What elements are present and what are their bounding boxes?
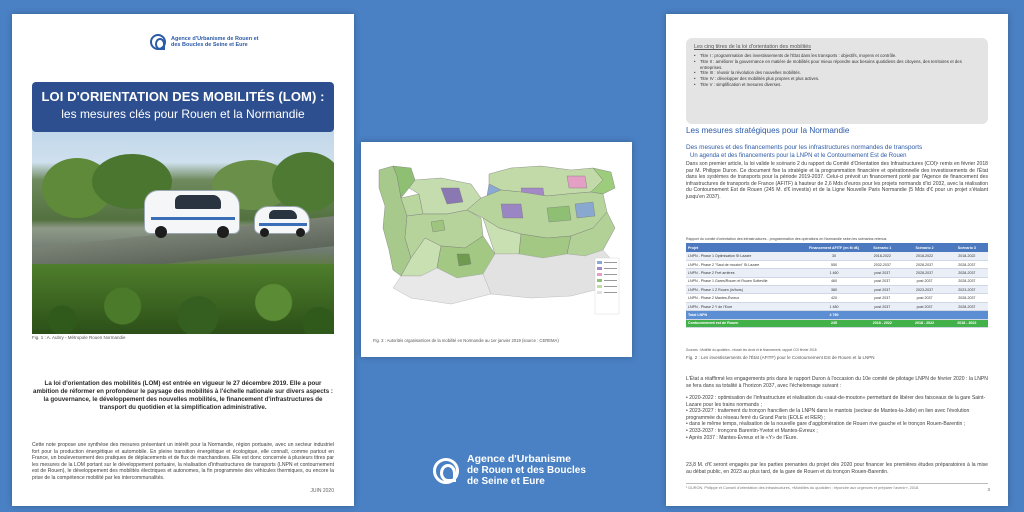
table-cell: post 2037: [861, 269, 903, 277]
agency-logo-text: Agence d'Urbanisme de Rouen et des Boucles de Seine et Eure: [171, 35, 259, 48]
table-header-cell: Financement AFITF (en M d€): [807, 243, 861, 252]
map-legend: [595, 258, 619, 314]
table-cell: 550: [807, 260, 861, 268]
table-cell: 245: [807, 319, 861, 327]
paragraph-lnpn-commitment: L'État a réaffirmé les engagements pris dans le rapport Duron à l'occasion du 10e comité de pilotage LNPN de février 2020 : la LNPN se fera dans sa totalité à l'horizon 2037, avec l'échelonnage suivant :: [686, 376, 988, 389]
map-caption: Fig. 3 : Autorités organisatrices de la mobilité en Normandie au 1er janvier 2019 (source : CEREMA): [373, 338, 559, 343]
table-row: [686, 269, 988, 277]
table-header-cell: Projet: [686, 243, 807, 252]
five-titles-item: • Titre IV : développer des mobilités plus propres et plus actives.: [694, 76, 980, 82]
table-cell: 1 460: [807, 269, 861, 277]
table-figure-caption: Fig. 2 : Les investissements de l'État (AFITF) pour le Contournement Est de Rouen et la LNPN: [686, 355, 875, 360]
table-cell: LNPN - Phase 1 Optimisation St Lazare: [686, 252, 807, 260]
normandy-mobility-map: [371, 158, 623, 318]
table-cell: 4 780: [807, 311, 861, 319]
sub-subsection-heading: Un agenda et des financements pour la LNPN et le Contournement Est de Rouen: [690, 153, 907, 159]
normandy-map-svg: [371, 158, 623, 318]
list-item: • dans le même temps, réalisation de la nouvelle gare d'agglomération de Rouen rive gauche et le tronçon Rouen-Barentin ;: [686, 421, 966, 428]
table-cell: LNPN - Phase 2 Y de l'Eure: [686, 302, 807, 310]
table-cell: post 2037: [903, 277, 945, 285]
logo-line-2: de Rouen et des Boucles: [467, 465, 586, 476]
table-cell: [903, 311, 945, 319]
table-row: [686, 260, 988, 268]
table-cell: 2023-2037: [946, 286, 988, 294]
table-cell: 2018-2022: [861, 252, 903, 260]
five-titles-heading: Les cinq titres de la loi d'orientation des mobilités: [694, 44, 811, 50]
table-cell: 1 480: [807, 302, 861, 310]
section-heading: Les mesures stratégiques pour la Normandie: [686, 126, 850, 135]
map-zone-vernon: [575, 202, 595, 218]
five-titles-item: • Titre III : réussir la révolution des nouvelles mobilités.: [694, 70, 980, 76]
table-cell: 2032-2037: [861, 260, 903, 268]
right-document-page: [666, 14, 1008, 506]
table-cell: LNPN - Phase 2 "Saut de mouton" St Lazare: [686, 260, 807, 268]
table-cell: LNPN - Phase 2 Fret arrières: [686, 269, 807, 277]
table-header-cell: Scénario 2: [903, 243, 945, 252]
five-titles-box: [686, 38, 988, 124]
paragraph-funding-2020: 23,8 M. d'€ seront engagés par les parties prenantes du projet dès 2020 pour financer les premières études préparatoires à la mise au débat public, en 2023 au plus tard, de la gare de Rouen et du tronçon Rouen-Barentin.: [686, 462, 988, 475]
page-number: 3: [987, 487, 990, 492]
table-cell: 30: [807, 252, 861, 260]
paragraph-coi: Dans son premier article, la loi valide le scénario 2 du rapport du Comité d'Orientation des Infrastructures (COI)¹ remis en février 2018 par M. Philippe Duron. Ce document fixe la stratégie et la programmation financière et opérationnelle des investissements de l'État dans les systèmes de transports pour la période 2019-2037. Celui-ci prévoit un financement porté par l'Agence de financement des infrastructures de transports de France (AFITF) à hauteur de 2,6 Mds d'euros pour les projets normands d'ici 2032, avec la réalisation du Contournement Est de Rouen (245 M. d'€ investis) et de la Ligne Nouvelle Paris Normandie (5 Mds d'€ pour un projet s'étalant jusqu'en 2037).: [686, 161, 988, 200]
logo-line-3: de Seine et Eure: [467, 476, 545, 487]
table-header-cell: Scénario 1: [861, 243, 903, 252]
page-title: LOI D'ORIENTATION DES MOBILITÉS (LOM) :: [41, 89, 325, 104]
five-titles-item: • Titre II : améliorer la gouvernance en matière de mobilités pour mieux répondre aux besoins quotidiens des citoyens, des territoires et des entreprises.: [694, 59, 980, 71]
table-cell: 2018-2022: [946, 252, 988, 260]
lnpn-timeline-list: [686, 395, 988, 441]
table-cell: LNPN - Phase 2 Mantes-Évreux: [686, 294, 807, 302]
table-cell: 2023-2037: [903, 286, 945, 294]
map-zone-dieppe: [567, 176, 587, 188]
electric-car-back: [254, 206, 310, 234]
left-document-page: [12, 14, 354, 506]
table-cell: LNPN - Phase 1 Z Rouen (in/hors): [686, 286, 807, 294]
list-item: • 2023-2027 : traitement du tronçon francilien de la LNPN dans le mantois (secteur de Mantes-la-Jolie) en lien avec l'évolution programmée du réseau ferré du Grand Paris (EOLE et RER) ;: [686, 408, 970, 421]
investment-table: [686, 243, 988, 328]
table-cell: 460: [807, 277, 861, 285]
table-cell: post 2037: [861, 302, 903, 310]
table-row: [686, 286, 988, 294]
table-cell: 380: [807, 286, 861, 294]
title-banner: [32, 82, 334, 132]
table-cell: post 2037: [861, 286, 903, 294]
table-cell: 2028-2037: [946, 260, 988, 268]
cover-photo-electric-cars: [32, 114, 334, 334]
publication-date: JUIN 2020: [310, 488, 334, 494]
footnote: ¹ DURON, Philippe et Conseil d'orientation des infrastructures, «Mobilités du quotidien : répondre aux urgences et préparer l'avenir», 2018.: [686, 483, 988, 491]
table-row: [686, 277, 988, 285]
logo-line-1: Agence d'Urbanisme: [467, 453, 572, 465]
table-cell: Contournement est de Rouen: [686, 319, 807, 327]
table-header-cell: Scénario 3: [946, 243, 988, 252]
table-cell: 2028-2037: [903, 260, 945, 268]
agency-logo-large: [433, 454, 586, 487]
table-cell: post 2037: [903, 302, 945, 310]
table-cell: 2018 - 2022: [903, 319, 945, 327]
table-caption: Rapport du comité d'orientation des infrastructures - programmation des opérations en Normandie selon les scénarios retenus: [686, 237, 887, 241]
table-row: [686, 252, 988, 260]
agency-logo-large-icon: [433, 458, 459, 484]
five-titles-item: • Titre V : simplification et mesures diverses.: [694, 82, 980, 88]
table-cell: 2028-2037: [946, 269, 988, 277]
table-cell: 2018 - 2022: [861, 319, 903, 327]
abstract: La loi d'orientation des mobilités (LOM) est entrée en vigueur le 27 décembre 2019. Elle a pour ambition de réformer en profondeur le paysage des mobilités à l'échelle nationale sur divers aspects : la gouvernance, le développement des nouvelles mobilités, le financement d'infrastructures de transport du quotidien et la simplification administrative.: [33, 380, 333, 411]
five-titles-item: • Titre I : programmation des investissements de l'État dans les transports : objectifs, moyens et contrôle.: [694, 53, 980, 59]
map-zone-evreux: [547, 206, 571, 222]
map-page: [361, 142, 632, 357]
table-cell: 2028-2037: [903, 269, 945, 277]
list-item: • 2020-2022 : optimisation de l'infrastructure et réalisation du «saut-de-mouton» permettant de libérer des faisceaux de la gare Saint-Lazare pour les trains normands ;: [686, 395, 986, 408]
page-subtitle: les mesures clés pour Rouen et la Normandie: [61, 107, 305, 121]
table-cell: 2028-2037: [946, 277, 988, 285]
table-cell: 2028-2037: [946, 294, 988, 302]
table-cell: LNPN - Phase 1 Gares/Rouen et Rouen Sotteville: [686, 277, 807, 285]
table-total-row: [686, 311, 988, 319]
photo-caption: Fig. 1 : A. Aubry - Métropole Rouen Normandie: [32, 335, 126, 340]
table-cell: post 2037: [903, 294, 945, 302]
table-cell: 2018 - 2022: [946, 319, 988, 327]
table-cell: 2028-2037: [946, 302, 988, 310]
electric-car-front: [144, 190, 240, 234]
list-item: • 2033-2037 : tronçons Barentin-Yvetot et Mantes-Évreux ;: [686, 427, 818, 434]
list-item: • Après 2037 : Mantes-Évreux et le «Y» de l'Eure.: [686, 434, 798, 441]
intro-paragraph: Cette note propose une synthèse des mesures présentant un intérêt pour la Normandie, région portuaire, avec un secteur industriel fort pour la production énergétique et automobile. En pleine transition énergétique et écologique, elle connaît, comme partout en France, un bouleversement des pratiques de déplacements et de flux de marchandises. Elle est donc concernée à plusieurs titres par les mesures de la LOM portant sur le développement portuaire, la réalisation d'infrastructures de transports (LNPN et contournement est de Rouen), le développement des mobilités électriques et autonomes, la fin programmée des véhicules thermiques, ou encore la prise de la compétence mobilité par les intercommunalités.: [32, 442, 334, 481]
table-contournement-row: [686, 319, 988, 327]
table-row: [686, 302, 988, 310]
table-cell: post 2037: [861, 277, 903, 285]
table-cell: post 2037: [861, 294, 903, 302]
table-cell: 420: [807, 294, 861, 302]
agency-logo-icon: [150, 34, 166, 50]
table-source: Sources : Mobilité du quotidien - réussir les choix et le financement, rapport COI février 2018: [686, 348, 817, 352]
agency-logo: [150, 34, 261, 50]
table-header-row: [686, 243, 988, 252]
table-cell: [861, 311, 903, 319]
table-cell: [946, 311, 988, 319]
table-cell: 2018-2022: [903, 252, 945, 260]
table-row: [686, 294, 988, 302]
table-cell: Total LNPN: [686, 311, 807, 319]
subsection-heading: Des mesures et des financements pour les infrastructures normandes de transports: [686, 144, 923, 151]
